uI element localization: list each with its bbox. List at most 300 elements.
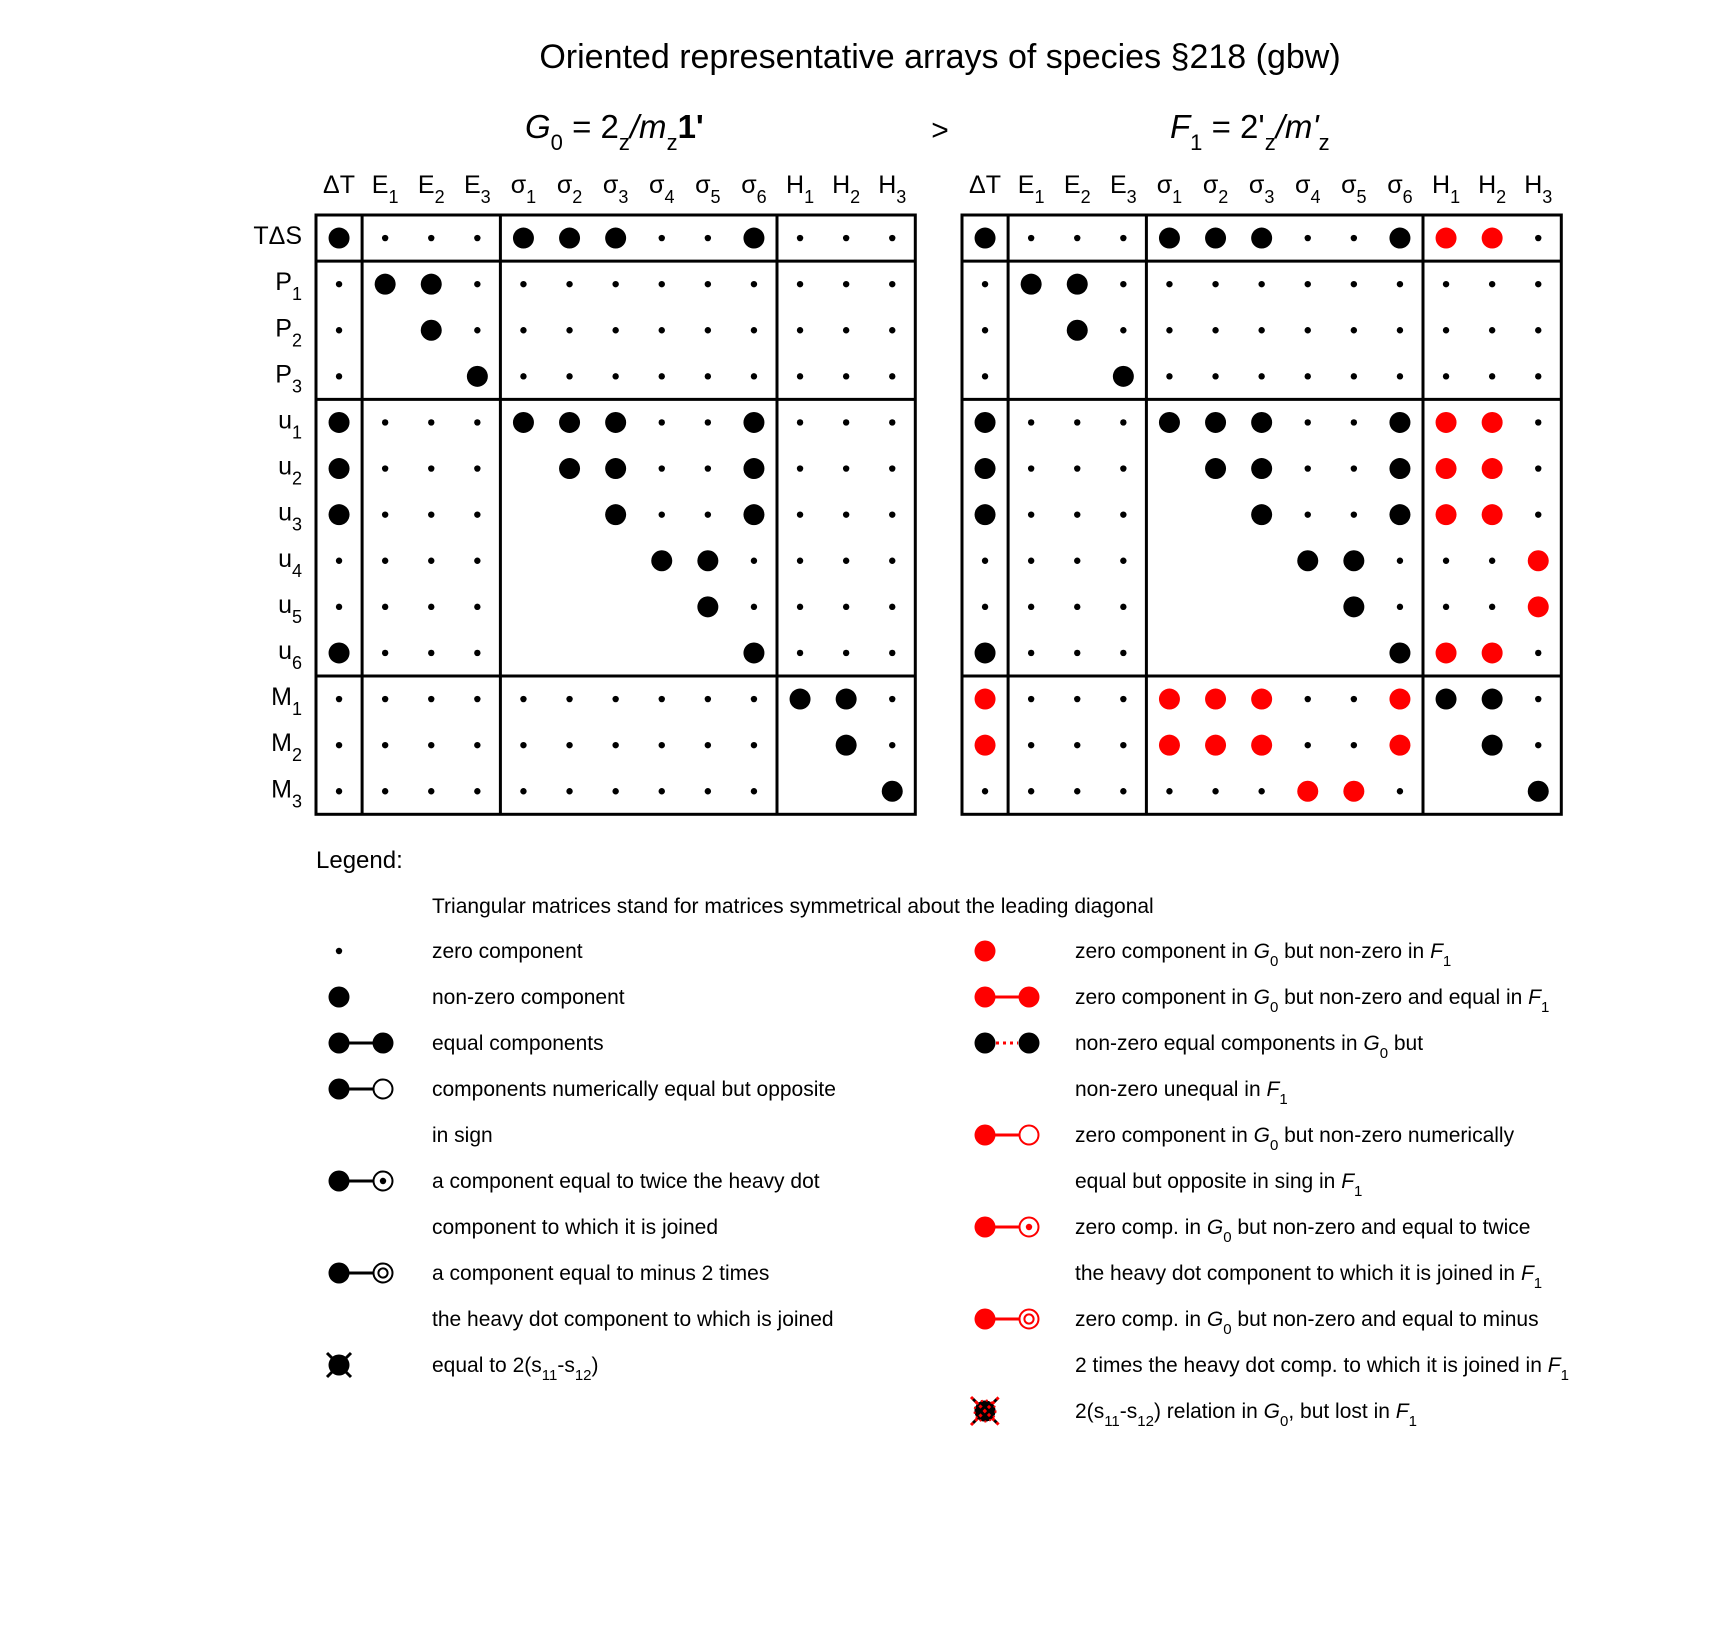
zero-component-dot <box>336 604 342 610</box>
column-header-g0-4: $\sigma_1$ <box>510 171 537 207</box>
column-header-f1-10: $H_1$ <box>1432 171 1461 207</box>
row-header-6: $u_3$ <box>278 498 302 535</box>
zero-component-dot <box>1258 373 1264 379</box>
zero-component-dot <box>1305 696 1311 702</box>
zero-component-dot <box>843 511 849 517</box>
zero-component-dot <box>1120 696 1126 702</box>
column-header-g0-12: $H_3$ <box>878 171 907 207</box>
legend-text-line: zero component <box>432 940 583 963</box>
column-header-g0-7: $\sigma_4$ <box>649 171 675 207</box>
zero-component-dot <box>843 281 849 287</box>
zero-component-dot <box>566 696 572 702</box>
zero-component-dot <box>382 788 388 794</box>
zero-component-dot <box>1397 604 1403 610</box>
zero-component-dot <box>843 558 849 564</box>
zero-component-dot <box>705 281 711 287</box>
column-header-f1-3: $E_3$ <box>1109 171 1137 207</box>
legend-right-column <box>971 940 1569 1430</box>
zero-component-dot <box>1305 511 1311 517</box>
legend-text-line: in sign <box>432 1124 493 1147</box>
zero-component-dot <box>705 419 711 425</box>
diagram-title: Oriented representative arrays of species §218 (gbw) <box>539 38 1341 76</box>
red-minus2-pair-symbol-icon <box>975 1309 1039 1330</box>
zero-component-dot <box>474 558 480 564</box>
equal-pair-symbol-icon <box>329 1033 394 1054</box>
legend-item-red-minus2-pair <box>975 1308 1569 1384</box>
zero-component-dot <box>1443 327 1449 333</box>
zero-component-dot <box>1397 788 1403 794</box>
zero-component-dot <box>1351 511 1357 517</box>
legend-item-red-cross-dot <box>971 1397 1417 1430</box>
zero-component-dot <box>843 373 849 379</box>
zero-component-dot <box>705 465 711 471</box>
nonzero-component-dot <box>1343 550 1364 571</box>
nonzero-component-dot <box>329 412 350 433</box>
zero-component-dot <box>612 327 618 333</box>
nonzero-component-dot <box>1251 228 1272 249</box>
zero-component-dot <box>659 465 665 471</box>
zero-component-dot <box>428 696 434 702</box>
column-header-f1-11: $H_2$ <box>1478 171 1507 207</box>
zero-component-dot <box>982 373 988 379</box>
zero-component-dot <box>1166 327 1172 333</box>
red-nonzero-component-dot <box>1389 735 1410 756</box>
nonzero-component-dot <box>559 228 580 249</box>
zero-component-dot <box>982 281 988 287</box>
zero-component-dot <box>843 604 849 610</box>
legend-text-line: non-zero equal components in $G_0$ but <box>1075 1032 1424 1062</box>
zero-component-dot <box>797 465 803 471</box>
zero-component-dot <box>520 281 526 287</box>
legend-note: Triangular matrices stand for matrices symmetrical about the leading diagonal <box>432 895 1154 918</box>
heavy-dot-symbol-icon <box>329 987 350 1008</box>
legend-text-line: equal components <box>432 1032 604 1055</box>
group-relation: > <box>931 114 949 147</box>
legend-text-line: the heavy dot component to which is joined <box>432 1308 834 1331</box>
zero-component-dot <box>1535 650 1541 656</box>
zero-component-dot <box>751 281 757 287</box>
group-label-g0: $G_0 = 2_z/m_z1'$ <box>525 108 704 155</box>
nonzero-component-dot <box>1482 689 1503 710</box>
zero-component-dot <box>474 419 480 425</box>
zero-component-dot <box>1258 281 1264 287</box>
zero-component-dot <box>1212 281 1218 287</box>
row-header-9: $u_6$ <box>278 636 302 673</box>
zero-component-dot <box>474 604 480 610</box>
zero-component-dot <box>889 696 895 702</box>
zero-component-dot <box>889 650 895 656</box>
zero-component-dot <box>1535 465 1541 471</box>
zero-component-dot <box>1074 419 1080 425</box>
zero-component-dot <box>336 742 342 748</box>
zero-component-dot <box>1535 327 1541 333</box>
zero-component-dot <box>1028 511 1034 517</box>
zero-component-dot <box>797 327 803 333</box>
zero-component-dot <box>1351 742 1357 748</box>
zero-component-dot <box>336 558 342 564</box>
zero-component-dot <box>1028 235 1034 241</box>
zero-component-dot <box>474 742 480 748</box>
column-header-f1-4: $\sigma_1$ <box>1156 171 1183 207</box>
red-nonzero-component-dot <box>1482 458 1503 479</box>
cross-dot-symbol-icon <box>327 1353 351 1377</box>
legend-title: Legend: <box>316 847 403 874</box>
zero-component-dot <box>982 604 988 610</box>
matrix-g0 <box>253 171 915 814</box>
zero-component-dot <box>1074 558 1080 564</box>
legend-text-line: equal to $2(s_{11}-s_{12})$ <box>432 1354 599 1384</box>
zero-component-dot <box>1351 465 1357 471</box>
zero-component-dot <box>705 511 711 517</box>
column-header-f1-6: $\sigma_3$ <box>1248 171 1275 207</box>
red-nonzero-component-dot <box>1205 735 1226 756</box>
zero-component-dot <box>1397 327 1403 333</box>
zero-component-dot <box>428 235 434 241</box>
zero-component-dot <box>751 558 757 564</box>
zero-component-dot <box>1166 281 1172 287</box>
zero-component-dot <box>982 327 988 333</box>
legend-text-line: components numerically equal but opposite <box>432 1078 836 1101</box>
red-nonzero-component-dot <box>1436 642 1457 663</box>
legend-text-line: a component equal to minus 2 times <box>432 1262 770 1285</box>
zero-component-dot <box>1305 465 1311 471</box>
zero-component-dot <box>382 650 388 656</box>
zero-component-dot <box>336 327 342 333</box>
zero-component-dot <box>751 604 757 610</box>
column-header-g0-6: $\sigma_3$ <box>602 171 629 207</box>
nonzero-component-dot <box>975 412 996 433</box>
zero-component-dot <box>1397 281 1403 287</box>
nonzero-component-dot <box>1528 781 1549 802</box>
zero-component-dot <box>797 235 803 241</box>
zero-component-dot <box>1351 696 1357 702</box>
zero-component-dot <box>612 788 618 794</box>
red-cross-dot-symbol-icon <box>971 1397 999 1425</box>
legend-text-line: zero component in $G_0$ but non-zero and equal in $F_1$ <box>1075 986 1550 1016</box>
nonzero-component-dot <box>975 458 996 479</box>
legend-item-twice-pair <box>329 1170 820 1239</box>
row-header-1: $P_1$ <box>275 268 302 305</box>
zero-component-dot <box>428 558 434 564</box>
nonzero-component-dot <box>1389 412 1410 433</box>
zero-component-dot <box>705 696 711 702</box>
zero-component-dot <box>336 373 342 379</box>
zero-component-dot <box>843 650 849 656</box>
nonzero-component-dot <box>1251 412 1272 433</box>
zero-component-dot <box>382 696 388 702</box>
zero-component-dot <box>474 696 480 702</box>
red-nonzero-component-dot <box>1159 735 1180 756</box>
column-header-g0-5: $\sigma_2$ <box>556 171 583 207</box>
zero-component-dot <box>705 742 711 748</box>
zero-component-dot <box>474 327 480 333</box>
zero-component-dot <box>1028 465 1034 471</box>
nonzero-component-dot <box>375 274 396 295</box>
zero-component-dot <box>659 373 665 379</box>
zero-component-dot <box>336 788 342 794</box>
red-nonzero-component-dot <box>1436 412 1457 433</box>
zero-component-dot <box>751 742 757 748</box>
legend-item-opposite-pair <box>329 1078 836 1147</box>
zero-component-dot <box>1305 373 1311 379</box>
zero-component-dot <box>1120 650 1126 656</box>
zero-component-dot <box>797 511 803 517</box>
zero-component-dot <box>1074 511 1080 517</box>
zero-component-dot <box>382 604 388 610</box>
nonzero-component-dot <box>559 412 580 433</box>
legend-item-minus2-pair <box>329 1262 834 1331</box>
legend-text-line: zero component in $G_0$ but non-zero numerically <box>1075 1124 1515 1154</box>
zero-component-dot <box>659 327 665 333</box>
zero-component-dot <box>382 511 388 517</box>
zero-component-dot <box>797 281 803 287</box>
row-header-3: $P_3$ <box>275 360 302 397</box>
nonzero-component-dot <box>975 642 996 663</box>
small-dot-symbol-icon <box>336 948 342 954</box>
zero-component-dot <box>797 373 803 379</box>
nonzero-component-dot <box>836 689 857 710</box>
zero-component-dot <box>566 327 572 333</box>
nonzero-component-dot <box>329 458 350 479</box>
zero-component-dot <box>889 281 895 287</box>
legend-text-line: $2(s_{11}-s_{12})$ relation in $G_0$, but lost in $F_1$ <box>1075 1400 1417 1430</box>
zero-component-dot <box>520 788 526 794</box>
red-nonzero-component-dot <box>1251 735 1272 756</box>
zero-component-dot <box>612 696 618 702</box>
zero-component-dot <box>659 235 665 241</box>
zero-component-dot <box>1028 788 1034 794</box>
zero-component-dot <box>1120 604 1126 610</box>
column-header-g0-0: ΔT <box>323 171 356 199</box>
zero-component-dot <box>1489 373 1495 379</box>
nonzero-component-dot <box>1159 412 1180 433</box>
zero-component-dot <box>382 235 388 241</box>
column-header-g0-2: $E_2$ <box>417 171 445 207</box>
zero-component-dot <box>1535 696 1541 702</box>
zero-component-dot <box>1535 742 1541 748</box>
zero-component-dot <box>1074 696 1080 702</box>
zero-component-dot <box>1305 742 1311 748</box>
nonzero-component-dot <box>882 781 903 802</box>
zero-component-dot <box>751 327 757 333</box>
zero-component-dot <box>1074 604 1080 610</box>
zero-component-dot <box>474 788 480 794</box>
red-nonzero-component-dot <box>1482 504 1503 525</box>
zero-component-dot <box>1305 281 1311 287</box>
zero-component-dot <box>1443 604 1449 610</box>
zero-component-dot <box>889 235 895 241</box>
zero-component-dot <box>1489 327 1495 333</box>
nonzero-component-dot <box>329 504 350 525</box>
zero-component-dot <box>1351 281 1357 287</box>
zero-component-dot <box>382 419 388 425</box>
column-header-f1-8: $\sigma_5$ <box>1341 171 1367 207</box>
legend-text-line: equal but opposite in sing in $F_1$ <box>1075 1170 1363 1200</box>
zero-component-dot <box>1028 604 1034 610</box>
nonzero-component-dot <box>513 228 534 249</box>
nonzero-component-dot <box>651 550 672 571</box>
zero-component-dot <box>1120 327 1126 333</box>
zero-component-dot <box>1028 419 1034 425</box>
nonzero-component-dot <box>1389 504 1410 525</box>
red-nonzero-component-dot <box>975 735 996 756</box>
zero-component-dot <box>1258 788 1264 794</box>
nonzero-component-dot <box>1343 596 1364 617</box>
row-header-5: $u_2$ <box>278 452 302 489</box>
zero-component-dot <box>566 281 572 287</box>
red-nonzero-component-dot <box>1297 781 1318 802</box>
row-header-7: $u_4$ <box>278 544 302 581</box>
legend-text-line: component to which it is joined <box>432 1216 718 1239</box>
zero-component-dot <box>1074 742 1080 748</box>
zero-component-dot <box>382 558 388 564</box>
nonzero-component-dot <box>513 412 534 433</box>
zero-component-dot <box>428 650 434 656</box>
nonzero-component-dot <box>743 228 764 249</box>
red-nonzero-component-dot <box>1482 642 1503 663</box>
nonzero-component-dot <box>329 642 350 663</box>
zero-component-dot <box>889 373 895 379</box>
matrix-f1 <box>962 171 1561 814</box>
nonzero-component-dot <box>1113 366 1134 387</box>
zero-component-dot <box>474 235 480 241</box>
legend-item-red-dot <box>975 940 1452 970</box>
nonzero-component-dot <box>605 504 626 525</box>
red-nonzero-component-dot <box>1482 412 1503 433</box>
column-header-f1-7: $\sigma_4$ <box>1295 171 1321 207</box>
zero-component-dot <box>751 373 757 379</box>
nonzero-component-dot <box>743 504 764 525</box>
zero-component-dot <box>659 788 665 794</box>
nonzero-component-dot <box>1389 228 1410 249</box>
zero-component-dot <box>474 650 480 656</box>
zero-component-dot <box>474 511 480 517</box>
row-header-12: $M_3$ <box>271 775 302 812</box>
zero-component-dot <box>1535 281 1541 287</box>
nonzero-component-dot <box>743 412 764 433</box>
nonzero-component-dot <box>605 412 626 433</box>
zero-component-dot <box>1397 558 1403 564</box>
zero-component-dot <box>1489 558 1495 564</box>
red-nonzero-component-dot <box>1159 689 1180 710</box>
nonzero-component-dot <box>1205 228 1226 249</box>
zero-component-dot <box>843 235 849 241</box>
nonzero-component-dot <box>1205 458 1226 479</box>
nonzero-component-dot <box>1251 458 1272 479</box>
zero-component-dot <box>1397 373 1403 379</box>
zero-component-dot <box>428 788 434 794</box>
zero-component-dot <box>612 742 618 748</box>
zero-component-dot <box>659 281 665 287</box>
opposite-pair-symbol-icon <box>329 1079 393 1100</box>
zero-component-dot <box>751 696 757 702</box>
legend-text-line: a component equal to twice the heavy dot <box>432 1170 820 1193</box>
legend-text-line: the heavy dot component to which it is joined in $F_1$ <box>1075 1262 1543 1292</box>
red-nonzero-component-dot <box>1528 596 1549 617</box>
column-header-g0-1: $E_1$ <box>371 171 399 207</box>
zero-component-dot <box>843 419 849 425</box>
red-dot-symbol-icon <box>975 941 996 962</box>
zero-component-dot <box>1074 650 1080 656</box>
zero-component-dot <box>1166 373 1172 379</box>
row-header-11: $M_2$ <box>271 729 302 766</box>
row-header-0: TΔS <box>253 222 302 251</box>
zero-component-dot <box>382 742 388 748</box>
legend-text-line: zero comp. in $G_0$ but non-zero and equal to twice <box>1075 1216 1531 1246</box>
zero-component-dot <box>336 696 342 702</box>
zero-component-dot <box>889 327 895 333</box>
legend-text-line: 2 times the heavy dot comp. to which it is joined in $F_1$ <box>1075 1354 1569 1384</box>
zero-component-dot <box>1351 419 1357 425</box>
red-nonzero-component-dot <box>975 689 996 710</box>
nonzero-component-dot <box>467 366 488 387</box>
nonzero-component-dot <box>421 320 442 341</box>
zero-component-dot <box>1212 788 1218 794</box>
zero-component-dot <box>428 742 434 748</box>
zero-component-dot <box>889 558 895 564</box>
red-nonzero-component-dot <box>1436 458 1457 479</box>
zero-component-dot <box>1074 788 1080 794</box>
column-header-g0-9: $\sigma_6$ <box>741 171 767 207</box>
row-header-8: $u_5$ <box>278 590 302 627</box>
column-header-f1-9: $\sigma_6$ <box>1387 171 1413 207</box>
zero-component-dot <box>474 281 480 287</box>
legend-item-small-dot <box>336 940 583 963</box>
zero-component-dot <box>982 788 988 794</box>
zero-component-dot <box>705 788 711 794</box>
zero-component-dot <box>1028 650 1034 656</box>
nonzero-component-dot <box>559 458 580 479</box>
legend-left-column <box>327 940 836 1384</box>
column-header-g0-11: $H_2$ <box>832 171 861 207</box>
nonzero-component-dot <box>743 642 764 663</box>
legend-item-heavy-dot <box>329 986 625 1009</box>
zero-component-dot <box>336 281 342 287</box>
legend-item-red-equal-pair <box>975 986 1550 1016</box>
legend-item-red-opposite-pair <box>975 1124 1515 1200</box>
nonzero-component-dot <box>1067 274 1088 295</box>
zero-component-dot <box>1305 327 1311 333</box>
column-header-g0-10: $H_1$ <box>786 171 815 207</box>
dotted-pair-symbol-icon <box>975 1033 1040 1054</box>
column-header-f1-12: $H_3$ <box>1524 171 1553 207</box>
zero-component-dot <box>1074 465 1080 471</box>
zero-component-dot <box>705 373 711 379</box>
zero-component-dot <box>797 558 803 564</box>
red-equal-pair-symbol-icon <box>975 987 1040 1008</box>
row-header-4: $u_1$ <box>278 406 302 443</box>
zero-component-dot <box>889 419 895 425</box>
nonzero-component-dot <box>329 228 350 249</box>
zero-component-dot <box>889 742 895 748</box>
zero-component-dot <box>843 465 849 471</box>
zero-component-dot <box>566 373 572 379</box>
zero-component-dot <box>889 511 895 517</box>
zero-component-dot <box>520 373 526 379</box>
red-nonzero-component-dot <box>1436 228 1457 249</box>
nonzero-component-dot <box>743 458 764 479</box>
red-nonzero-component-dot <box>1251 689 1272 710</box>
zero-component-dot <box>1120 511 1126 517</box>
legend-item-cross-dot <box>327 1353 599 1384</box>
zero-component-dot <box>1351 327 1357 333</box>
nonzero-component-dot <box>1067 320 1088 341</box>
zero-component-dot <box>428 465 434 471</box>
zero-component-dot <box>751 788 757 794</box>
nonzero-component-dot <box>1297 550 1318 571</box>
minus2-pair-symbol-icon <box>329 1263 393 1284</box>
zero-component-dot <box>566 788 572 794</box>
